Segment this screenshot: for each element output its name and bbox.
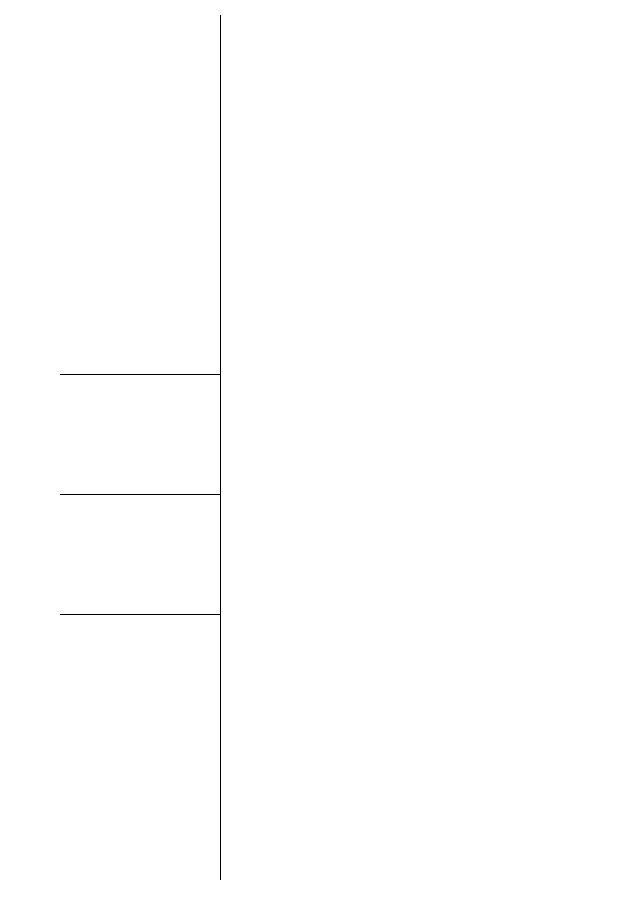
table-header-row — [60, 15, 221, 880]
group-heading — [221, 15, 234, 880]
table-group — [221, 15, 234, 880]
header-goods-name — [60, 615, 221, 880]
group-row — [221, 15, 234, 880]
goods-table — [60, 15, 233, 880]
header-okpd-code — [60, 495, 221, 615]
header-tnved-code — [60, 375, 221, 495]
header-tnved-name — [60, 15, 221, 375]
rotated-page-content — [60, 15, 588, 880]
